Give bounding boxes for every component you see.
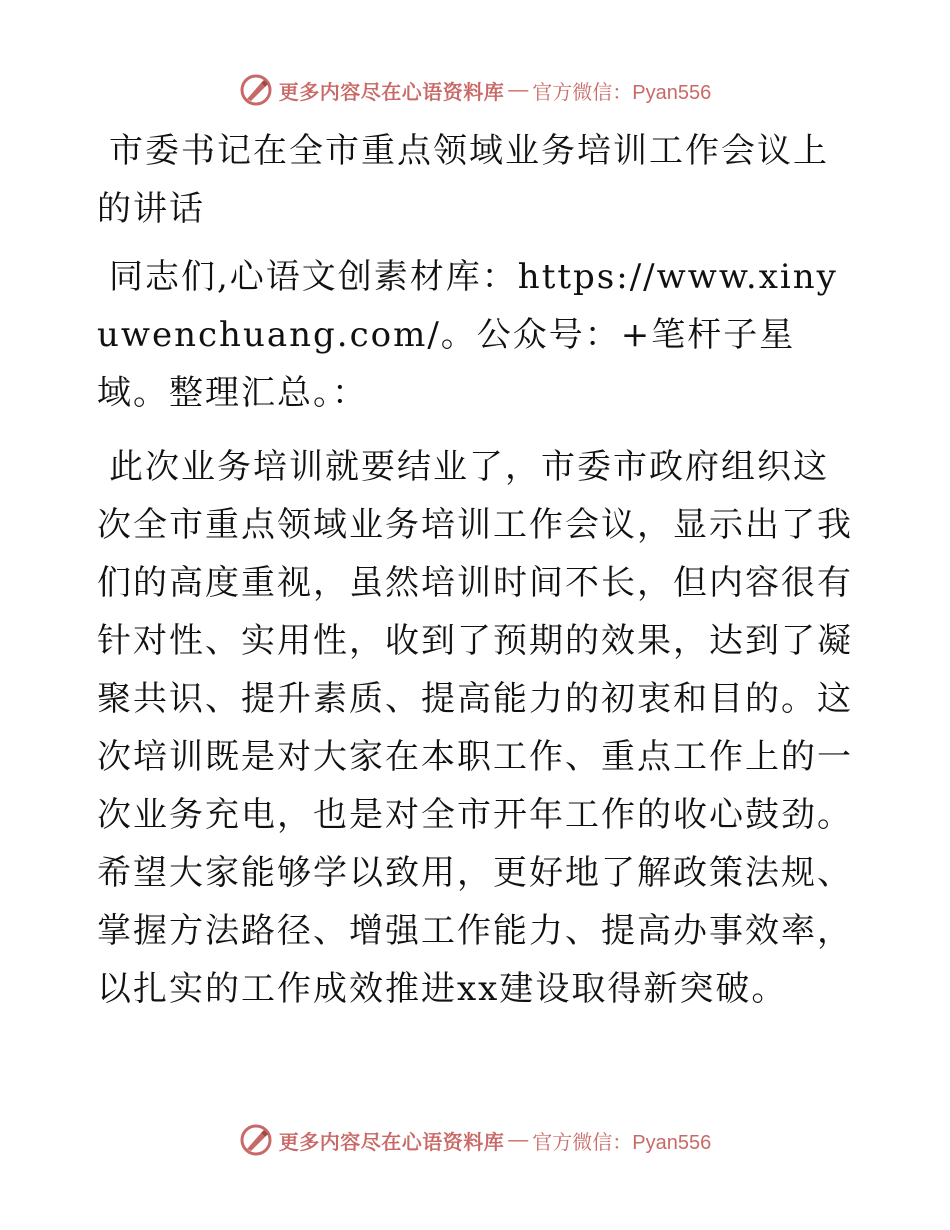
pen-logo-icon — [239, 1123, 273, 1157]
document-title: 市委书记在全市重点领域业务培训工作会议上的讲话 — [97, 131, 829, 229]
document-body — [97, 122, 857, 1018]
watermark-separator: — — [508, 78, 529, 101]
watermark-main-text: 更多内容尽在心语资料库 — [278, 81, 505, 104]
pen-logo-icon — [239, 73, 273, 107]
greeting-paragraph: 同志们,心语文创素材库：https://www.xinyuwenchuang.com/。公众号：+笔杆子星域。整理汇总。： — [97, 257, 838, 413]
body-paragraph: 此次业务培训就要结业了，市委市政府组织这次全市重点领域业务培训工作会议，显示出了我们的高度重视，虽然培训时间不长，但内容很有针对性、实用性，收到了预期的效果，达到了凝聚共识、提升素质、提高能力的初衷和目的。这次培训既是对大家在本职工作、重点工作上的一次业务充电，也是对全市开年工作的收心鼓劲。希望大家能够学以致用，更好地了解政策法规、掌握方法路径、增强工作能力、提高办事效率，以扎实的工作成效推进xx建设取得新突破。 — [97, 447, 853, 1009]
footer-watermark — [0, 1120, 950, 1160]
header-watermark — [0, 70, 950, 110]
watermark-main-text: 更多内容尽在心语资料库 — [278, 1131, 505, 1154]
watermark-wechat-text: 官方微信：Pyan556 — [532, 1131, 712, 1154]
watermark-wechat-text: 官方微信：Pyan556 — [532, 81, 712, 104]
watermark-separator: — — [508, 1128, 529, 1151]
